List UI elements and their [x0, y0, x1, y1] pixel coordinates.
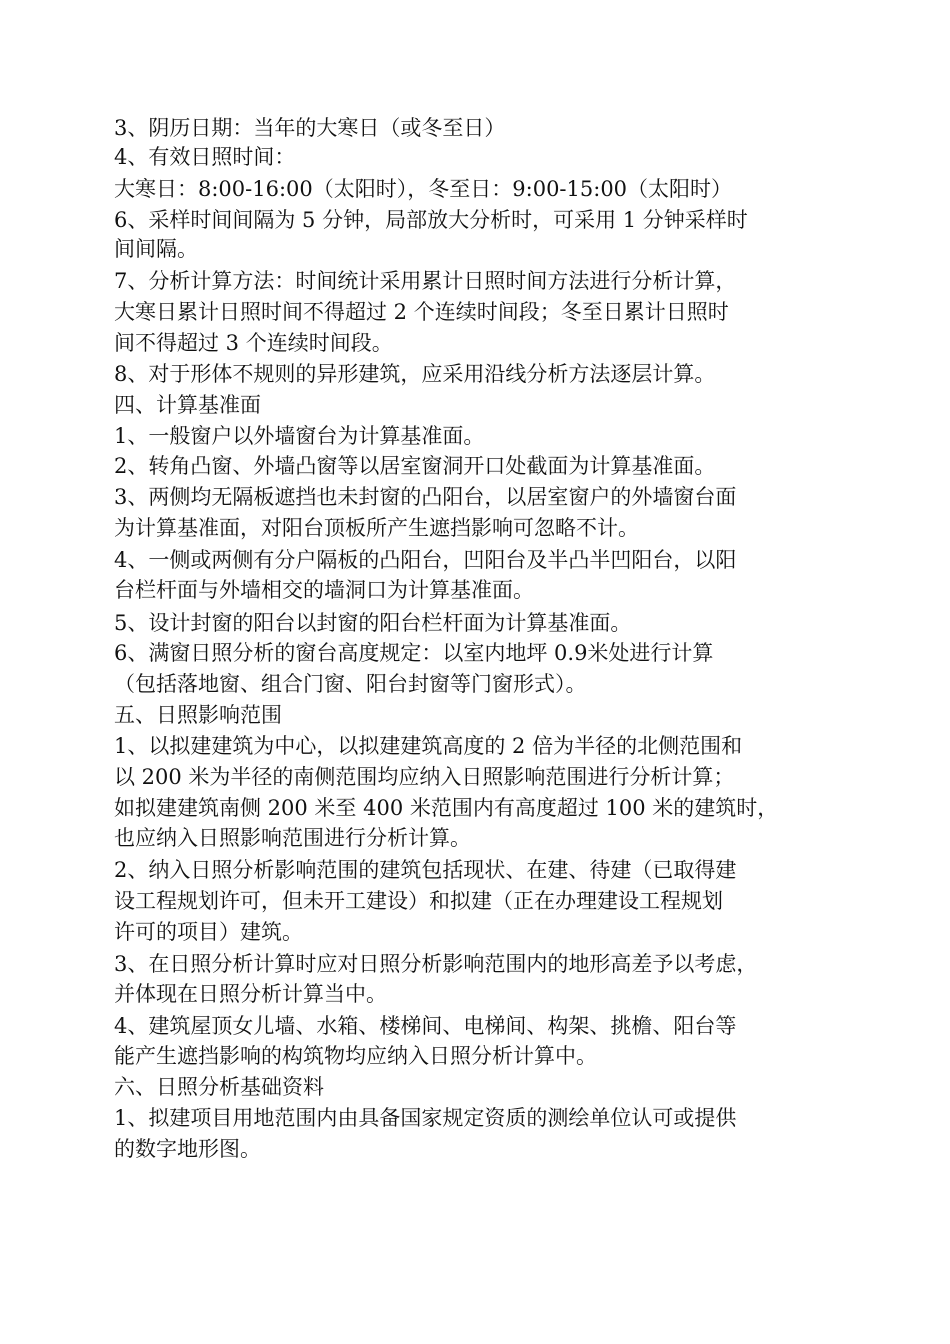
text-line: 也应纳入日照影响范围进行分析计算。: [114, 826, 471, 850]
text-line: 如拟建建筑南侧 200 米至 400 米范围内有高度超过 100 米的建筑时，: [114, 796, 779, 820]
text-line: 许可的项目）建筑。: [114, 920, 303, 944]
section-heading: 六、日照分析基础资料: [114, 1075, 324, 1099]
text-line: （包括落地窗、组合门窗、阳台封窗等门窗形式）。: [114, 672, 587, 696]
text-line: 台栏杆面与外墙相交的墙洞口为计算基准面。: [114, 578, 534, 602]
text-line: 3、两侧均无隔板遮挡也未封窗的凸阳台，以居室窗户的外墙窗台面: [114, 485, 737, 509]
text-line: 间间隔。: [114, 237, 198, 261]
text-line: 并体现在日照分析计算当中。: [114, 982, 387, 1006]
text-line: 间不得超过 3 个连续时间段。: [114, 331, 393, 355]
text-line: 1、一般窗户以外墙窗台为计算基准面。: [114, 424, 485, 448]
text-line: 大寒日累计日照时间不得超过 2 个连续时间段；冬至日累计日照时: [114, 300, 729, 324]
text-line: 能产生遮挡影响的构筑物均应纳入日照分析计算中。: [114, 1044, 597, 1068]
text-line: 设工程规划许可，但未开工建设）和拟建（正在办理建设工程规划: [114, 889, 723, 913]
text-line: 3、在日照分析计算时应对日照分析影响范围内的地形高差予以考虑，: [114, 952, 758, 976]
text-line: 3、阴历日期：当年的大寒日（或冬至日）: [114, 116, 506, 140]
text-line: 1、拟建项目用地范围内由具备国家规定资质的测绘单位认可或提供: [114, 1106, 737, 1130]
text-line: 2、纳入日照分析影响范围的建筑包括现状、在建、待建（已取得建: [114, 858, 737, 882]
text-line: 8、对于形体不规则的异形建筑，应采用沿线分析方法逐层计算。: [114, 362, 716, 386]
text-line: 2、转角凸窗、外墙凸窗等以居室窗洞开口处截面为计算基准面。: [114, 454, 716, 478]
text-line: 6、满窗日照分析的窗台高度规定：以室内地坪 0.9米处进行计算: [114, 641, 714, 665]
text-line: 4、建筑屋顶女儿墙、水箱、楼梯间、电梯间、构架、挑檐、阳台等: [114, 1014, 737, 1038]
text-line: 以 200 米为半径的南侧范围均应纳入日照影响范围进行分析计算；: [114, 765, 735, 789]
text-line: 大寒日：8:00-16:00（太阳时），冬至日：9:00-15:00（太阳时）: [114, 177, 733, 201]
section-heading: 五、日照影响范围: [114, 703, 282, 727]
section-heading: 四、计算基准面: [114, 393, 261, 417]
text-line: 4、一侧或两侧有分户隔板的凸阳台，凹阳台及半凸半凹阳台，以阳: [114, 548, 737, 572]
text-line: 5、设计封窗的阳台以封窗的阳台栏杆面为计算基准面。: [114, 611, 632, 635]
text-line: 1、以拟建建筑为中心，以拟建建筑高度的 2 倍为半径的北侧范围和: [114, 734, 743, 758]
text-line: 7、分析计算方法：时间统计采用累计日照时间方法进行分析计算，: [114, 269, 737, 293]
text-line: 6、采样时间间隔为 5 分钟，局部放大分析时，可采用 1 分钟采样时: [114, 208, 748, 232]
text-line: 的数字地形图。: [114, 1137, 261, 1161]
text-line: 为计算基准面，对阳台顶板所产生遮挡影响可忽略不计。: [114, 516, 639, 540]
text-line: 4、有效日照时间：: [114, 145, 296, 169]
